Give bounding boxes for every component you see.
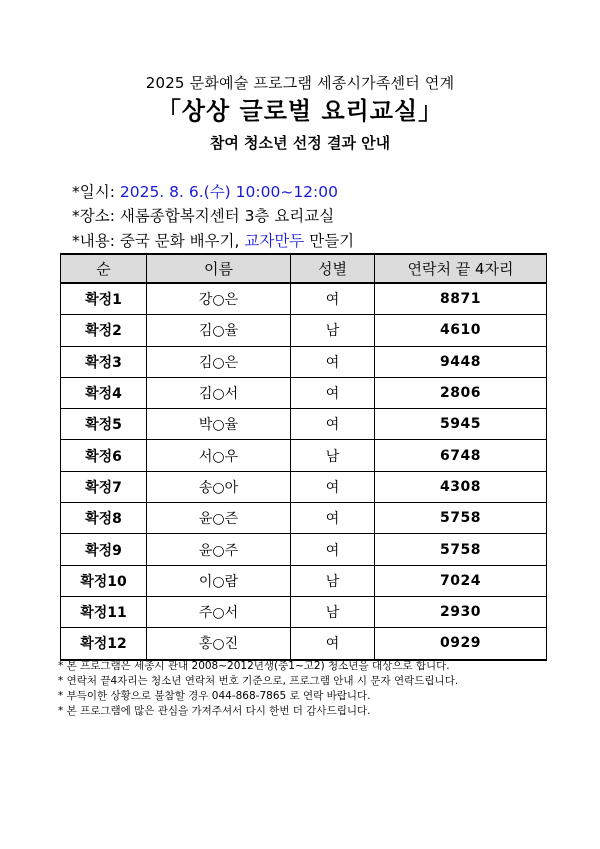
content-part2: 만들기 bbox=[304, 232, 355, 250]
cell-order: 확정8 bbox=[61, 503, 147, 534]
program-line: 2025 문화예술 프로그램 세종시가족센터 연계 bbox=[145, 74, 455, 92]
cell-name: 김○서 bbox=[147, 377, 291, 408]
table-row bbox=[61, 346, 547, 377]
cell-name: 홍○진 bbox=[147, 628, 291, 660]
date-label: *일시: bbox=[72, 183, 120, 201]
cell-gender: 남 bbox=[291, 565, 375, 596]
cell-order: 확정9 bbox=[61, 534, 147, 565]
cell-order: 확정6 bbox=[61, 440, 147, 471]
note-item: * 연락처 끝4자리는 청소년 연락처 번호 기준으로, 프로그램 안내 시 문자 연락드립니다. bbox=[58, 675, 459, 687]
cell-phone: 4308 bbox=[375, 471, 547, 502]
cell-phone: 5945 bbox=[375, 409, 547, 440]
cell-gender: 여 bbox=[291, 409, 375, 440]
place-value: 새롬종합복지센터 3층 요리교실 bbox=[119, 207, 335, 225]
cell-order: 확정11 bbox=[61, 596, 147, 627]
cell-gender: 여 bbox=[291, 283, 375, 315]
cell-gender: 남 bbox=[291, 440, 375, 471]
cell-phone: 0929 bbox=[375, 628, 547, 660]
cell-phone: 5758 bbox=[375, 534, 547, 565]
content-label: *내용: bbox=[72, 232, 120, 250]
header-order: 순 bbox=[61, 254, 147, 283]
notes bbox=[58, 659, 458, 719]
table-row bbox=[61, 565, 547, 596]
cell-gender: 여 bbox=[291, 346, 375, 377]
header-phone: 연락처 끝 4자리 bbox=[375, 254, 547, 283]
table-row bbox=[61, 503, 547, 534]
cell-name: 이○람 bbox=[147, 565, 291, 596]
header-gender: 성별 bbox=[291, 254, 375, 283]
note-item: * 본 프로그램은 세종시 관내 2008~2012년생(중1~고2) 청소년을 대상으로 합니다. bbox=[58, 660, 450, 672]
header-name: 이름 bbox=[147, 254, 291, 283]
cell-name: 박○율 bbox=[147, 409, 291, 440]
cell-order: 확정2 bbox=[61, 315, 147, 346]
content-highlight: 교자만두 bbox=[244, 232, 305, 250]
note-item: * 본 프로그램에 많은 관심을 가져주셔서 다시 한번 더 감사드립니다. bbox=[58, 705, 371, 717]
table-row bbox=[61, 409, 547, 440]
cell-name: 김○율 bbox=[147, 315, 291, 346]
cell-order: 확정4 bbox=[61, 377, 147, 408]
cell-phone: 2930 bbox=[375, 596, 547, 627]
cell-order: 확정10 bbox=[61, 565, 147, 596]
cell-name: 윤○즌 bbox=[147, 503, 291, 534]
cell-name: 주○서 bbox=[147, 596, 291, 627]
cell-order: 확정5 bbox=[61, 409, 147, 440]
date-value: 2025. 8. 6.(수) 10:00~12:00 bbox=[119, 183, 338, 201]
cell-phone: 6748 bbox=[375, 440, 547, 471]
cell-phone: 4610 bbox=[375, 315, 547, 346]
cell-gender: 여 bbox=[291, 377, 375, 408]
table-row bbox=[61, 315, 547, 346]
cell-phone: 2806 bbox=[375, 377, 547, 408]
cell-phone: 8871 bbox=[375, 283, 547, 315]
cell-phone: 5758 bbox=[375, 503, 547, 534]
table-row bbox=[61, 377, 547, 408]
page-title: 「상상 글로벌 요리교실」 bbox=[156, 97, 444, 125]
place-label: *장소: bbox=[72, 207, 120, 225]
cell-order: 확정1 bbox=[61, 283, 147, 315]
info-place bbox=[72, 204, 334, 226]
table-row bbox=[61, 283, 547, 315]
cell-gender: 여 bbox=[291, 628, 375, 660]
cell-order: 확정3 bbox=[61, 346, 147, 377]
page-subtitle: 참여 청소년 선정 결과 안내 bbox=[209, 134, 391, 152]
cell-order: 확정12 bbox=[61, 628, 147, 660]
cell-phone: 9448 bbox=[375, 346, 547, 377]
cell-name: 서○우 bbox=[147, 440, 291, 471]
table-row bbox=[61, 534, 547, 565]
results-table bbox=[60, 253, 547, 661]
cell-order: 확정7 bbox=[61, 471, 147, 502]
cell-gender: 남 bbox=[291, 596, 375, 627]
cell-name: 김○은 bbox=[147, 346, 291, 377]
cell-name: 강○은 bbox=[147, 283, 291, 315]
cell-name: 송○아 bbox=[147, 471, 291, 502]
table-row bbox=[61, 628, 547, 660]
cell-name: 윤○주 bbox=[147, 534, 291, 565]
cell-gender: 남 bbox=[291, 315, 375, 346]
cell-gender: 여 bbox=[291, 534, 375, 565]
info-content bbox=[72, 229, 354, 251]
info-date bbox=[72, 180, 338, 202]
cell-gender: 여 bbox=[291, 503, 375, 534]
content-part1: 중국 문화 배우기, bbox=[119, 232, 245, 250]
table-header-row bbox=[61, 254, 547, 283]
table-row bbox=[61, 596, 547, 627]
cell-gender: 여 bbox=[291, 471, 375, 502]
table-row bbox=[61, 440, 547, 471]
table-row bbox=[61, 471, 547, 502]
cell-phone: 7024 bbox=[375, 565, 547, 596]
note-item: * 부득이한 상황으로 불참할 경우 044-868-7865 로 연락 바랍니다. bbox=[58, 690, 371, 702]
